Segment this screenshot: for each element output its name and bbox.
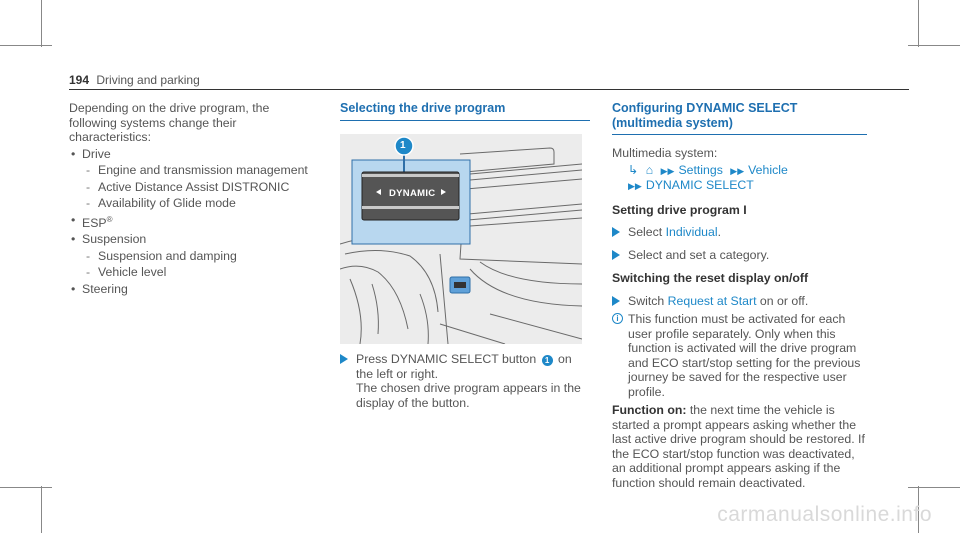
crop-mark (41, 486, 42, 533)
right-column (612, 101, 867, 490)
sub-list-item: - Availability of Glide mode (82, 196, 319, 211)
sub-list-item: - Suspension and damping (82, 249, 319, 264)
callout-badge: 1 (542, 355, 553, 366)
info-note: i This function must be activated for each user profile separately. Only when this function is activated will the drive program and ECO start/stop setting for the previous journey be saved for the respective user profile. (612, 312, 867, 399)
subheading: Setting drive program I (612, 202, 747, 217)
chapter-title: Driving and parking (96, 73, 200, 87)
crop-mark (0, 45, 52, 46)
list-item: • Drive - Engine and transmission management - Active Distance Assist DISTRONIC - Availability of Glide mode (69, 147, 319, 211)
page-header (69, 73, 200, 87)
watermark: carmanualsonline.info (717, 503, 932, 526)
double-chevron-icon: ▶▶ (628, 181, 642, 191)
instruction-step: Press DYNAMIC SELECT button 1 on the left or right. The chosen drive program appears in the display of the button. (340, 352, 590, 410)
section-title: Configuring DYNAMIC SELECT (multimedia system) (612, 101, 867, 135)
section-title: Selecting the drive program (340, 101, 590, 121)
return-arrow-icon: ↳ (628, 162, 639, 177)
sub-list-item: - Active Distance Assist DISTRONIC (82, 180, 319, 195)
systems-list (69, 147, 319, 297)
instruction-step: Select Individual. (612, 225, 867, 240)
screen-label: DYNAMIC (389, 188, 436, 199)
sub-list-item: - Vehicle level (82, 265, 319, 280)
crop-mark (41, 0, 42, 47)
step-arrow-icon (612, 227, 620, 237)
home-icon: ⌂ (645, 162, 654, 177)
crop-mark (908, 487, 960, 488)
function-on-paragraph: Function on: the next time the vehicle is started a prompt appears asking whether the last active drive program should be restored. If the ECO start/stop function was deactivated, an additional prompt appears asking if the function should remain deactivated. (612, 403, 865, 490)
list-item: • Steering (69, 282, 319, 297)
middle-column (340, 101, 590, 410)
step-result: The chosen drive program appears in the display of the button. (356, 381, 581, 410)
step-arrow-icon (612, 250, 620, 260)
info-icon: i (612, 313, 623, 324)
menu-path (612, 163, 867, 194)
crop-mark (0, 487, 52, 488)
crop-mark (908, 45, 960, 46)
step-arrow-icon (612, 296, 620, 306)
link-individual[interactable]: Individual (665, 225, 718, 239)
list-item: • ESP® (69, 213, 319, 231)
dynamic-select-illustration (340, 134, 582, 344)
path-vehicle: Vehicle (748, 162, 788, 177)
list-item: • Suspension - Suspension and damping - Vehicle level (69, 232, 319, 280)
header-rule (69, 89, 909, 90)
page-number: 194 (69, 73, 90, 87)
intro-text: Depending on the drive program, the following systems change their characteristics: (69, 101, 270, 144)
path-settings: Settings (678, 162, 723, 177)
intro-text: Multimedia system: (612, 146, 718, 160)
step-arrow-icon (340, 354, 348, 364)
path-dynamic-select: DYNAMIC SELECT (645, 178, 754, 192)
crop-mark (918, 0, 919, 47)
instruction-step: Switch Request at Start on or off. (612, 294, 867, 309)
double-chevron-icon: ▶▶ (660, 165, 675, 176)
instruction-step: Select and set a category. (612, 248, 867, 263)
link-request-at-start[interactable]: Request at Start (667, 293, 757, 308)
sub-list-item: - Engine and transmission management (82, 163, 319, 178)
interior-drawing (340, 134, 582, 344)
subheading: Switching the reset display on/off (612, 271, 809, 285)
callout-number: 1 (400, 140, 406, 151)
double-chevron-icon: ▶▶ (730, 165, 745, 176)
left-column (69, 101, 319, 298)
